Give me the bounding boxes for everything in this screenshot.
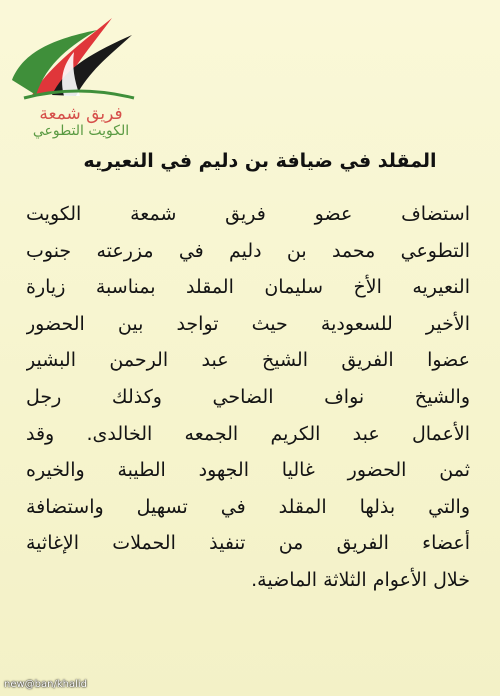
- candle-flame-logo-icon: [2, 0, 152, 110]
- paragraph-line: خلال الأعوام الثلاثة الماضية.: [251, 568, 470, 591]
- watermark: new@ban/khalid: [4, 679, 88, 690]
- paragraph-line: والشيخ نواف الضاحي وكذلك رجل: [26, 385, 470, 408]
- paragraph-line: ثمن الحضور غاليا الجهود الطيبة والخيره: [26, 459, 470, 482]
- paragraph-line: النعيريه الأخ سليمان المقلد بمناسبة زيارة: [26, 276, 470, 299]
- paragraph-line: الأعمال عبد الكريم الجمعه الخالدى. وقد: [26, 422, 470, 445]
- article-title: المقلد في ضيافة بن دليم في النعيريه: [83, 150, 437, 172]
- paragraph-line: عضوا الفريق الشيخ عبد الرحمن البشير: [26, 349, 470, 372]
- paragraph-line: أعضاء الفريق من تنفيذ الحملات الإغاثية: [26, 532, 470, 555]
- paragraph-line: والتي بذلها المقلد في تسهيل واستضافة: [26, 495, 470, 518]
- team-logo: [0, 0, 160, 150]
- paragraph-line: استضاف عضو فريق شمعة الكويت: [26, 203, 470, 225]
- article-body: [26, 196, 470, 599]
- logo-name-line: فريق شمعة: [39, 104, 123, 124]
- paragraph-line: الأخير للسعودية حيث تواجد بين الحضور: [26, 312, 470, 335]
- paragraph-line: التطوعي محمد بن دليم في مزرعته جنوب: [26, 239, 470, 262]
- logo-subtitle-line: الكويت التطوعي: [32, 123, 130, 139]
